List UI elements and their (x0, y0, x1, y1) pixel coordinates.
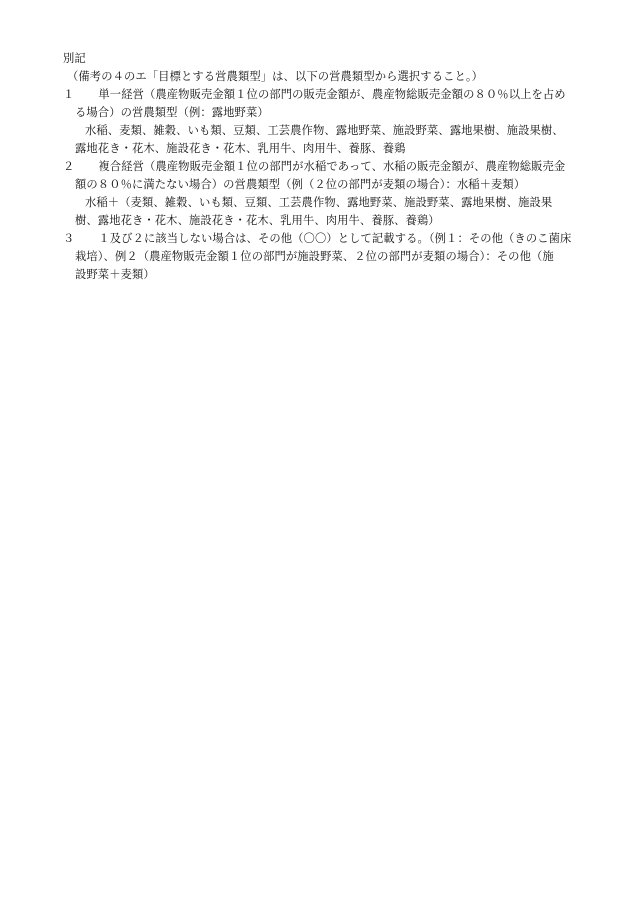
list-item-2 (63, 158, 573, 230)
examples-line: 水稲、麦類、雑穀、いも類、豆類、工芸農作物、露地野菜、施設野菜、露地果樹、施設果樹、 (85, 124, 564, 137)
note-line: （備考の４のエ「目標とする営農類型」は、以下の営農類型から選択すること。） (67, 70, 484, 83)
list-item-1 (63, 86, 573, 158)
list-item-3 (63, 230, 573, 284)
item-text-line: 額の８０％に満たない場合）の営農類型（例（２位の部門が麦類の場合）：水稲＋麦類） (75, 178, 526, 191)
examples-line: 水稲＋（麦類、雑穀、いも類、豆類、工芸農作物、露地野菜、施設野菜、露地果樹、施設果 (85, 196, 553, 209)
item-number: ２ (63, 160, 75, 173)
item-text-line: る場合）の営農類型（例：露地野菜） (75, 106, 269, 119)
item-text-line: 複合経営（農産物販売金額１位の部門が水稲であって、水稲の販売金額が、農産物総販売金 (87, 160, 566, 173)
document-body (63, 50, 573, 284)
examples-line: 樹、露地花き・花木、施設花き・花木、乳用牛、肉用牛、養豚、養鶏） (75, 214, 440, 227)
item-text-line: 栽培）、例２（農産物販売金額１位の部門が施設野菜、２位の部門が麦類の場合）：その他（施 (75, 250, 554, 263)
item-text-line: １及び２に該当しない場合は、その他（〇〇）として記載する。（例１：その他（きのこ菌床 (87, 232, 572, 245)
item-text-line: 設野菜＋麦類） (75, 268, 155, 281)
item-text-line: 単一経営（農産物販売金額１位の部門の販売金額が、農産物総販売金額の８０％以上を占め (87, 88, 566, 101)
examples-line: 露地花き・花木、施設花き・花木、乳用牛、肉用牛、養豚、養鶏 (75, 142, 406, 155)
document-heading: 別記 (63, 52, 86, 65)
item-number: １ (63, 88, 75, 101)
item-number: ３ (63, 232, 75, 245)
